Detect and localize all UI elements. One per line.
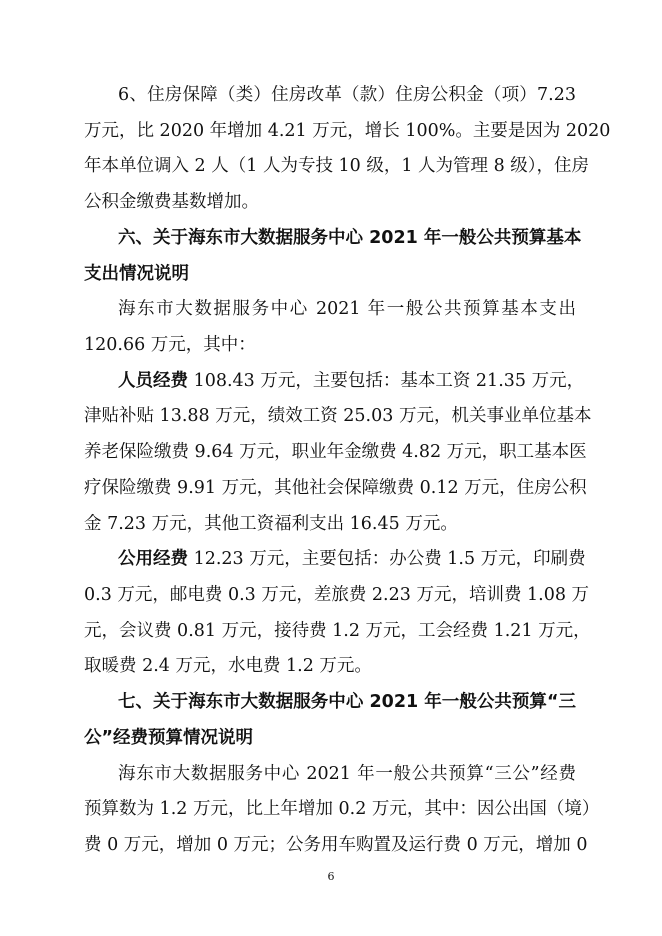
paragraph-line: 6、住房保障（类）住房改革（款）住房公积金（项）7.23	[118, 85, 576, 105]
paragraph-text: 12.23 万元，主要包括：办公费 1.5 万元，印刷费	[188, 549, 586, 570]
paragraph-line: 津贴补贴 13.88 万元，绩效工资 25.03 万元，机关事业单位基本	[84, 406, 592, 427]
paragraph-text: 108.43 万元，主要包括：基本工资 21.35 万元，	[188, 370, 585, 391]
section-heading: 支出情况说明	[84, 263, 189, 284]
paragraph-line: 年本单位调入 2 人（1 人为专技 10 级，1 人为管理 8 级），住房	[84, 156, 590, 177]
paragraph-line: 预算数为 1.2 万元，比上年增加 0.2 万元，其中：因公出国（境）	[84, 799, 600, 820]
paragraph-line	[118, 364, 585, 398]
section-heading: 七、关于海东市大数据服务中心 2021 年一般公共预算“三	[118, 692, 576, 713]
paragraph-line	[118, 542, 586, 576]
section-heading: 公”经费预算情况说明	[84, 727, 254, 748]
paragraph-line: 公积金缴费基数增加。	[84, 192, 259, 213]
paragraph-line: 疗保险缴费 9.91 万元，其他社会保障缴费 0.12 万元，住房公积	[84, 477, 587, 498]
page-number: 6	[327, 870, 335, 883]
paragraph-line: 120.66 万元，其中：	[84, 335, 256, 355]
paragraph-line: 0.3 万元，邮电费 0.3 万元，差旅费 2.23 万元，培训费 1.08 万	[84, 585, 590, 605]
paragraph-line: 取暖费 2.4 万元，水电费 1.2 万元。	[84, 656, 372, 677]
section-heading: 六、关于海东市大数据服务中心 2021 年一般公共预算基本	[118, 227, 582, 248]
bold-term: 公用经费	[118, 549, 188, 570]
paragraph-line: 金 7.23 万元，其他工资福利支出 16.45 万元。	[84, 513, 458, 534]
bold-term: 人员经费	[118, 370, 188, 391]
paragraph-line: 海东市大数据服务中心 2021 年一般公共预算“三公”经费	[118, 763, 576, 784]
paragraph-line: 万元，比 2020 年增加 4.21 万元，增长 100%。主要是因为 2020	[84, 120, 611, 141]
paragraph-line: 海东市大数据服务中心 2021 年一般公共预算基本支出	[118, 299, 576, 320]
paragraph-line: 养老保险缴费 9.64 万元，职业年金缴费 4.82 万元，职工基本医	[84, 442, 587, 463]
paragraph-line: 元，会议费 0.81 万元，接待费 1.2 万元，工会经费 1.21 万元，	[84, 620, 591, 641]
paragraph-line: 费 0 万元，增加 0 万元；公务用车购置及运行费 0 万元，增加 0	[84, 835, 588, 855]
